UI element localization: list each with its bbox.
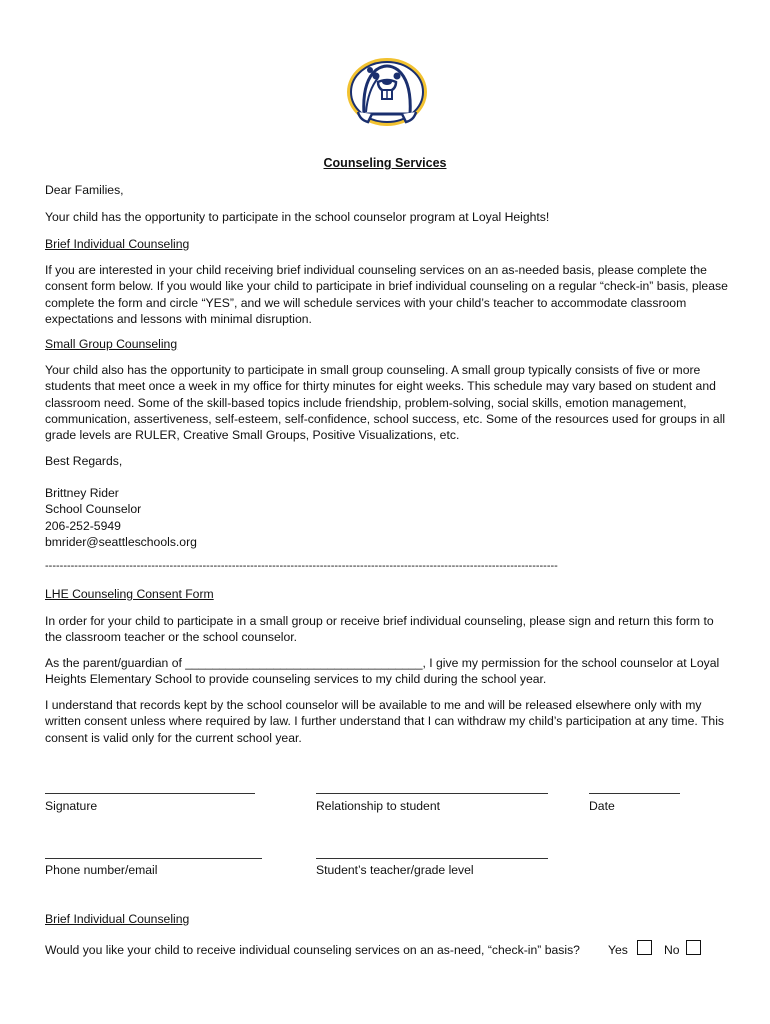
- signature-line[interactable]: [45, 793, 255, 794]
- counselor-name: Brittney Rider: [45, 486, 119, 500]
- teacher-grade-label: Student’s teacher/grade level: [316, 863, 474, 877]
- group-counseling-paragraph: Your child also has the opportunity to participate in small group counseling. A small group typically consists of five or more students that meet once a week in my office for thirty minutes for eight weeks. This schedule may vary based on student and classroom need. Some of the skill-based topics include friendship, problem-solving, social skills, emotion management, communication, assertiveness, self-esteem, self-confidence, school success, etc. Some of the resources used for groups in all grade levels are RULER, Creative Small Groups, Positive Visualizations, etc.: [45, 363, 726, 443]
- checkin-question: Would you like your child to receive individual counseling services on an as-need, “check-in” basis?: [45, 943, 580, 957]
- yes-label: Yes: [608, 943, 628, 957]
- tear-off-divider: --------------------------------------------------------------------------------------------------------------------------------------------: [45, 560, 558, 572]
- greeting: Dear Families,: [45, 183, 124, 197]
- relationship-label: Relationship to student: [316, 799, 440, 813]
- date-line[interactable]: [589, 793, 680, 794]
- no-checkbox[interactable]: [686, 940, 701, 955]
- no-label: No: [664, 943, 680, 957]
- brief-counseling-paragraph: If you are interested in your child receiving brief individual counseling services on an as-needed basis, please complete the consent form below. If you would like your child to participate in brief individual counseling on a regular “check-in” basis, please complete the form and circle “YES”, and we will schedule services with your child’s teacher to accommodate classroom expectations and lessons with minimal disruption.: [45, 263, 728, 326]
- consent-form-heading: LHE Counseling Consent Form: [45, 587, 214, 601]
- brief-counseling-heading: Brief Individual Counseling: [45, 237, 190, 251]
- group-counseling-heading: Small Group Counseling: [45, 337, 178, 351]
- checkin-heading: Brief Individual Counseling: [45, 912, 190, 926]
- understanding-statement: I understand that records kept by the school counselor will be available to me and will be released elsewhere only with my written consent unless where required by law. I further understand that I can withdraw my child’s participation at any time. This consent is valid only for the current school year.: [45, 698, 724, 745]
- consent-instructions: In order for your child to participate in a small group or receive brief individual counseling, please sign and return this form to the classroom teacher or the school counselor.: [45, 614, 714, 645]
- date-label: Date: [589, 799, 615, 813]
- phone-email-line[interactable]: [45, 858, 262, 859]
- permission-statement: As the parent/guardian of ___________________________________, I give my permission for the school counselor at Loyal Heights Elementary School to provide counseling services to my child during the school year.: [45, 656, 720, 687]
- relationship-line[interactable]: [316, 793, 548, 794]
- intro-paragraph: Your child has the opportunity to participate in the school counselor program at Loyal Heights!: [45, 210, 550, 224]
- counselor-phone: 206-252-5949: [45, 518, 121, 533]
- closing: Best Regards,: [45, 454, 123, 468]
- teacher-grade-line[interactable]: [316, 858, 548, 859]
- signature-label: Signature: [45, 799, 98, 813]
- signature-block: [45, 485, 730, 550]
- beaver-mascot-logo: [342, 54, 432, 134]
- document-title: Counseling Services: [323, 156, 447, 170]
- yes-checkbox[interactable]: [637, 940, 652, 955]
- phone-email-label: Phone number/email: [45, 863, 158, 877]
- counselor-email: bmrider@seattleschools.org: [45, 534, 197, 549]
- counselor-title: School Counselor: [45, 502, 142, 517]
